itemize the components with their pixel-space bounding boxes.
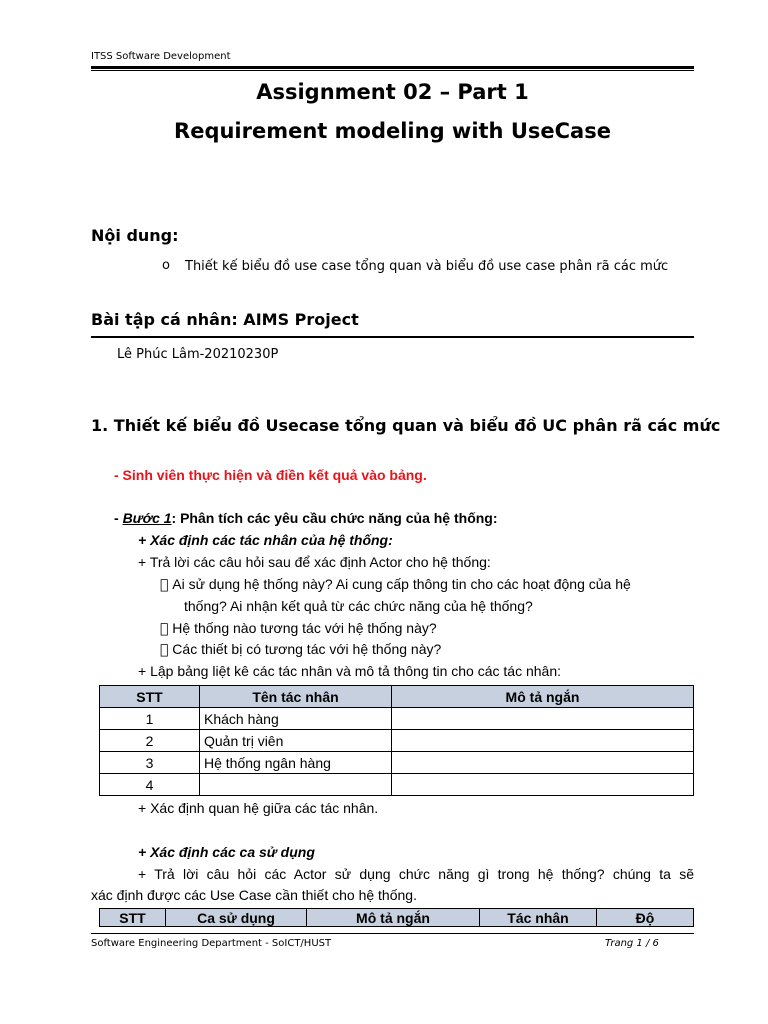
footer-page-number: Trang 1 / 6 — [605, 938, 659, 949]
cell-desc — [392, 774, 694, 796]
cell-actor: Khách hàng — [200, 708, 392, 730]
step-1-line — [114, 510, 498, 526]
bai-tap-heading: Bài tập cá nhân: AIMS Project — [91, 310, 359, 329]
footer-rule — [91, 933, 694, 934]
noi-dung-bullet: Thiết kế biểu đồ use case tổng quan và biểu đồ use case phân rã các mức — [185, 259, 669, 274]
author-line: Lê Phúc Lâm-20210230P — [117, 347, 279, 362]
header-rule-thin — [91, 70, 694, 71]
page-header: ITSS Software Development — [91, 51, 231, 62]
cell-stt: 1 — [100, 708, 200, 730]
question-3 — [160, 641, 441, 658]
col-actor-name: Tên tác nhân — [200, 686, 392, 708]
actor-table — [99, 685, 694, 796]
table-row — [100, 730, 694, 752]
question-intro: + Trả lời các câu hỏi sau để xác định Actor cho hệ thống: — [138, 554, 491, 570]
question-1-text: Ai sử dụng hệ thống này? Ai cung cấp thông tin cho các hoạt động của hệ — [160, 576, 619, 592]
cell-actor: Hệ thống ngân hàng — [200, 752, 392, 774]
cell-desc — [392, 752, 694, 774]
table-row — [100, 752, 694, 774]
title-line-1: Assignment 02 – Part 1 — [256, 80, 529, 104]
cell-actor — [200, 774, 392, 796]
question-1-cont: thống? Ai nhận kết quả từ các chức năng của hệ thống? — [184, 598, 533, 614]
red-instruction: - Sinh viên thực hiện và điền kết quả vào bảng. — [114, 467, 427, 483]
step-label: Bước 1 — [122, 510, 172, 526]
actor-relations-line: + Xác định quan hệ giữa các tác nhân. — [138, 800, 379, 816]
table-row — [100, 708, 694, 730]
question-2 — [160, 620, 437, 637]
table-header-row — [100, 909, 694, 927]
usecase-table — [99, 908, 694, 927]
usecase-paragraph-line-1: + Trả lời câu hỏi các Actor sử dụng chức năng gì trong hệ thống? chúng ta sẽ — [138, 866, 694, 882]
sub-heading-actors: + Xác định các tác nhân của hệ thống: — [138, 532, 393, 548]
usecase-paragraph-line-2: xác định được các Use Case cần thiết cho hệ thống. — [91, 887, 417, 903]
footer-department: Software Engineering Department - SoICT/HUST — [91, 938, 332, 949]
step-text: : Phân tích các yêu cầu chức năng của hệ thống: — [171, 510, 498, 526]
bullet-marker: o — [162, 258, 170, 273]
section-1-heading: 1. Thiết kế biểu đồ Usecase tổng quan và biểu đồ UC phân rã các mức — [91, 416, 721, 435]
cell-actor: Quản trị viên — [200, 730, 392, 752]
title-line-2: Requirement modeling with UseCase — [174, 119, 611, 143]
col-stt: STT — [100, 686, 200, 708]
col-usecase: Ca sử dụng — [166, 909, 307, 927]
col-priority: Độ — [597, 909, 694, 927]
col-description: Mô tả ngắn — [392, 686, 694, 708]
question-2-text: Hệ thống nào tương tác với hệ thống này? — [160, 620, 425, 636]
col-actor: Tác nhân — [480, 909, 597, 927]
cell-stt: 2 — [100, 730, 200, 752]
col-description: Mô tả ngắn — [307, 909, 480, 927]
noi-dung-heading: Nội dung: — [91, 226, 179, 245]
table-header-row — [100, 686, 694, 708]
table-row — [100, 774, 694, 796]
question-1 — [160, 576, 631, 593]
header-rule-thick — [91, 66, 694, 69]
cell-stt: 3 — [100, 752, 200, 774]
table-intro: + Lập bảng liệt kê các tác nhân và mô tả thông tin cho các tác nhân: — [138, 663, 562, 679]
cell-stt: 4 — [100, 774, 200, 796]
question-3-text: Các thiết bị có tương tác với hệ thống này? — [160, 641, 429, 657]
cell-desc — [392, 730, 694, 752]
section-rule — [91, 336, 694, 338]
sub-heading-usecases: + Xác định các ca sử dụng — [138, 844, 315, 860]
cell-desc — [392, 708, 694, 730]
col-stt: STT — [100, 909, 166, 927]
step-prefix: - — [114, 510, 123, 526]
